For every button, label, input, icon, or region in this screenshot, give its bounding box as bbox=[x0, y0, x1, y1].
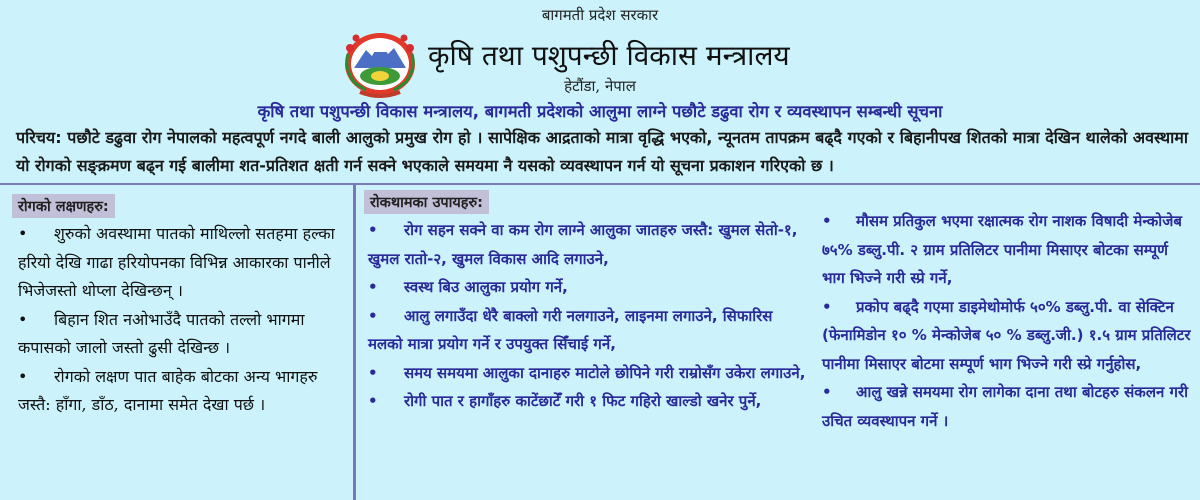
bullet-icon: • bbox=[18, 366, 28, 386]
notice-header bbox=[0, 0, 1200, 100]
list-item bbox=[18, 306, 343, 363]
list-item-text: स्वस्थ बिउ आलुका प्रयोग गर्ने, bbox=[404, 278, 568, 296]
list-item-text: रोगको लक्षण पात बाहेक बोटका अन्य भागहरु जस्तै: हाँगा, डाँठ, दानामा समेत देखा पर्छ । bbox=[18, 366, 318, 414]
list-item-text: शुरुको अवस्थामा पातको माथिल्लो सतहमा हल्का हरियो देखि गाढा हरियोपनका विभिन्न आकारका पानीले भिजेजस्तो थोप्ला देखिन्छन् । bbox=[18, 224, 335, 300]
list-item-text: आलु खन्ने समयमा रोग लागेका दाना तथा बोटहरु संकलन गरी उचित व्यवस्थापन गर्ने । bbox=[822, 383, 1189, 430]
list-item bbox=[822, 378, 1192, 435]
list-item bbox=[368, 359, 808, 388]
bullet-icon: • bbox=[368, 363, 378, 382]
intro-paragraph: परिचय: पछौटे डढुवा रोग नेपालको महत्वपूर्ण नगदे बाली आलुको प्रमुख रोग हो । सापेक्षिक आद्रताको मात्रा वृद्धि भएको, न्यूनतम तापक्रम बढ्दै गएको र बिहानीपख शितको मात्रा देखिन थालेको अवस्थामा यो रोगको सङ्क्रमण बढ्न गई बालीमा शत-प्रतिशत क्षती गर्न सक्ने भएकाले समयमा नै यसको व्यवस्थापन गर्न यो सूचना प्रकाशन गरिएको छ । bbox=[16, 128, 1188, 175]
list-item-text: मौसम प्रतिकुल भएमा रक्षात्मक रोग नाशक विषादी मेन्कोजेब ७५% डब्लु.पी. २ ग्राम प्रतिलिटर पानीमा मिसाएर बोटका सम्पूर्ण भाग भिज्ने गरी स्प्रे गर्ने, bbox=[822, 212, 1182, 287]
list-item bbox=[18, 220, 343, 306]
prevention-label: रोकथामका उपायहरु: bbox=[364, 190, 489, 214]
bullet-icon: • bbox=[822, 212, 832, 230]
list-item-text: बिहान शित नओभाउँदै पातको तल्लो भागमा कपासको जालो जस्तो ढुसी देखिन्छ । bbox=[18, 309, 305, 357]
bullet-icon: • bbox=[368, 278, 378, 296]
horizontal-divider bbox=[0, 183, 1200, 185]
list-item-text: समय समयमा आलुका दानाहरु माटोले छोपिने गरी राम्रोसँग उकेरा लगाउने, bbox=[404, 363, 806, 382]
bullet-icon: • bbox=[368, 392, 378, 410]
bullet-icon: • bbox=[822, 297, 832, 316]
prevention-list-left bbox=[368, 216, 808, 416]
government-name: बागमती प्रदेश सरकार bbox=[541, 6, 659, 24]
bullet-icon: • bbox=[822, 383, 832, 401]
bullet-icon: • bbox=[368, 221, 378, 239]
list-item bbox=[368, 302, 808, 359]
symptoms-list bbox=[18, 220, 343, 420]
list-item bbox=[18, 363, 343, 420]
symptoms-label: रोगको लक्षणहरु: bbox=[12, 194, 115, 218]
list-item-text: आलु लगाउँदा धेरै बाक्लो गरी नलगाउने, लाइनमा लगाउने, सिफारिस मलको मात्रा प्रयोग गर्ने र उपयुक्त सिँचाई गर्ने, bbox=[368, 306, 773, 353]
list-item-text: प्रकोप बढ्दै गएमा डाइमेथोमोर्फ ५०% डब्लु.पी. वा सेक्टिन (फेनामिडोन १० % मेन्कोजेब ५० % डब्लु.जी.) १.५ ग्राम प्रतिलिटर पानीमा मिसाएर बोटमा सम्पूर्ण भाग भिज्ने गरी स्प्रे गर्नुहोस, bbox=[822, 297, 1191, 373]
bullet-icon: • bbox=[18, 224, 28, 243]
bullet-icon: • bbox=[18, 309, 28, 329]
notice-title: कृषि तथा पशुपन्छी विकास मन्त्रालय, बागमती प्रदेशको आलुमा लाग्ने पछौटे डढुवा रोग र व्यवस्थापन सम्बन्धी सूचना bbox=[257, 102, 943, 121]
list-item bbox=[368, 273, 808, 302]
list-item bbox=[368, 387, 808, 416]
bullet-icon: • bbox=[368, 306, 378, 325]
list-item-text: रोग सहन सक्ने वा कम रोग लाग्ने आलुका जातहरु जस्तै: खुमल सेतो-१, खुमल रातो-२, खुमल विकास आदि लगाउने, bbox=[368, 221, 798, 268]
ministry-title: कृषि तथा पशुपन्छी विकास मन्त्रालय bbox=[428, 39, 790, 72]
list-item bbox=[822, 293, 1192, 379]
list-item bbox=[822, 207, 1192, 293]
vertical-divider bbox=[353, 184, 356, 500]
location-text: हेटौंडा, नेपाल bbox=[564, 77, 636, 95]
list-item-text: रोगी पात र हागाँहरु काटेंछाटेँ गरी १ फिट गहिरो खाल्डो खनेर पुर्ने, bbox=[404, 392, 762, 410]
list-item bbox=[368, 216, 808, 273]
prevention-list-right bbox=[822, 207, 1192, 435]
